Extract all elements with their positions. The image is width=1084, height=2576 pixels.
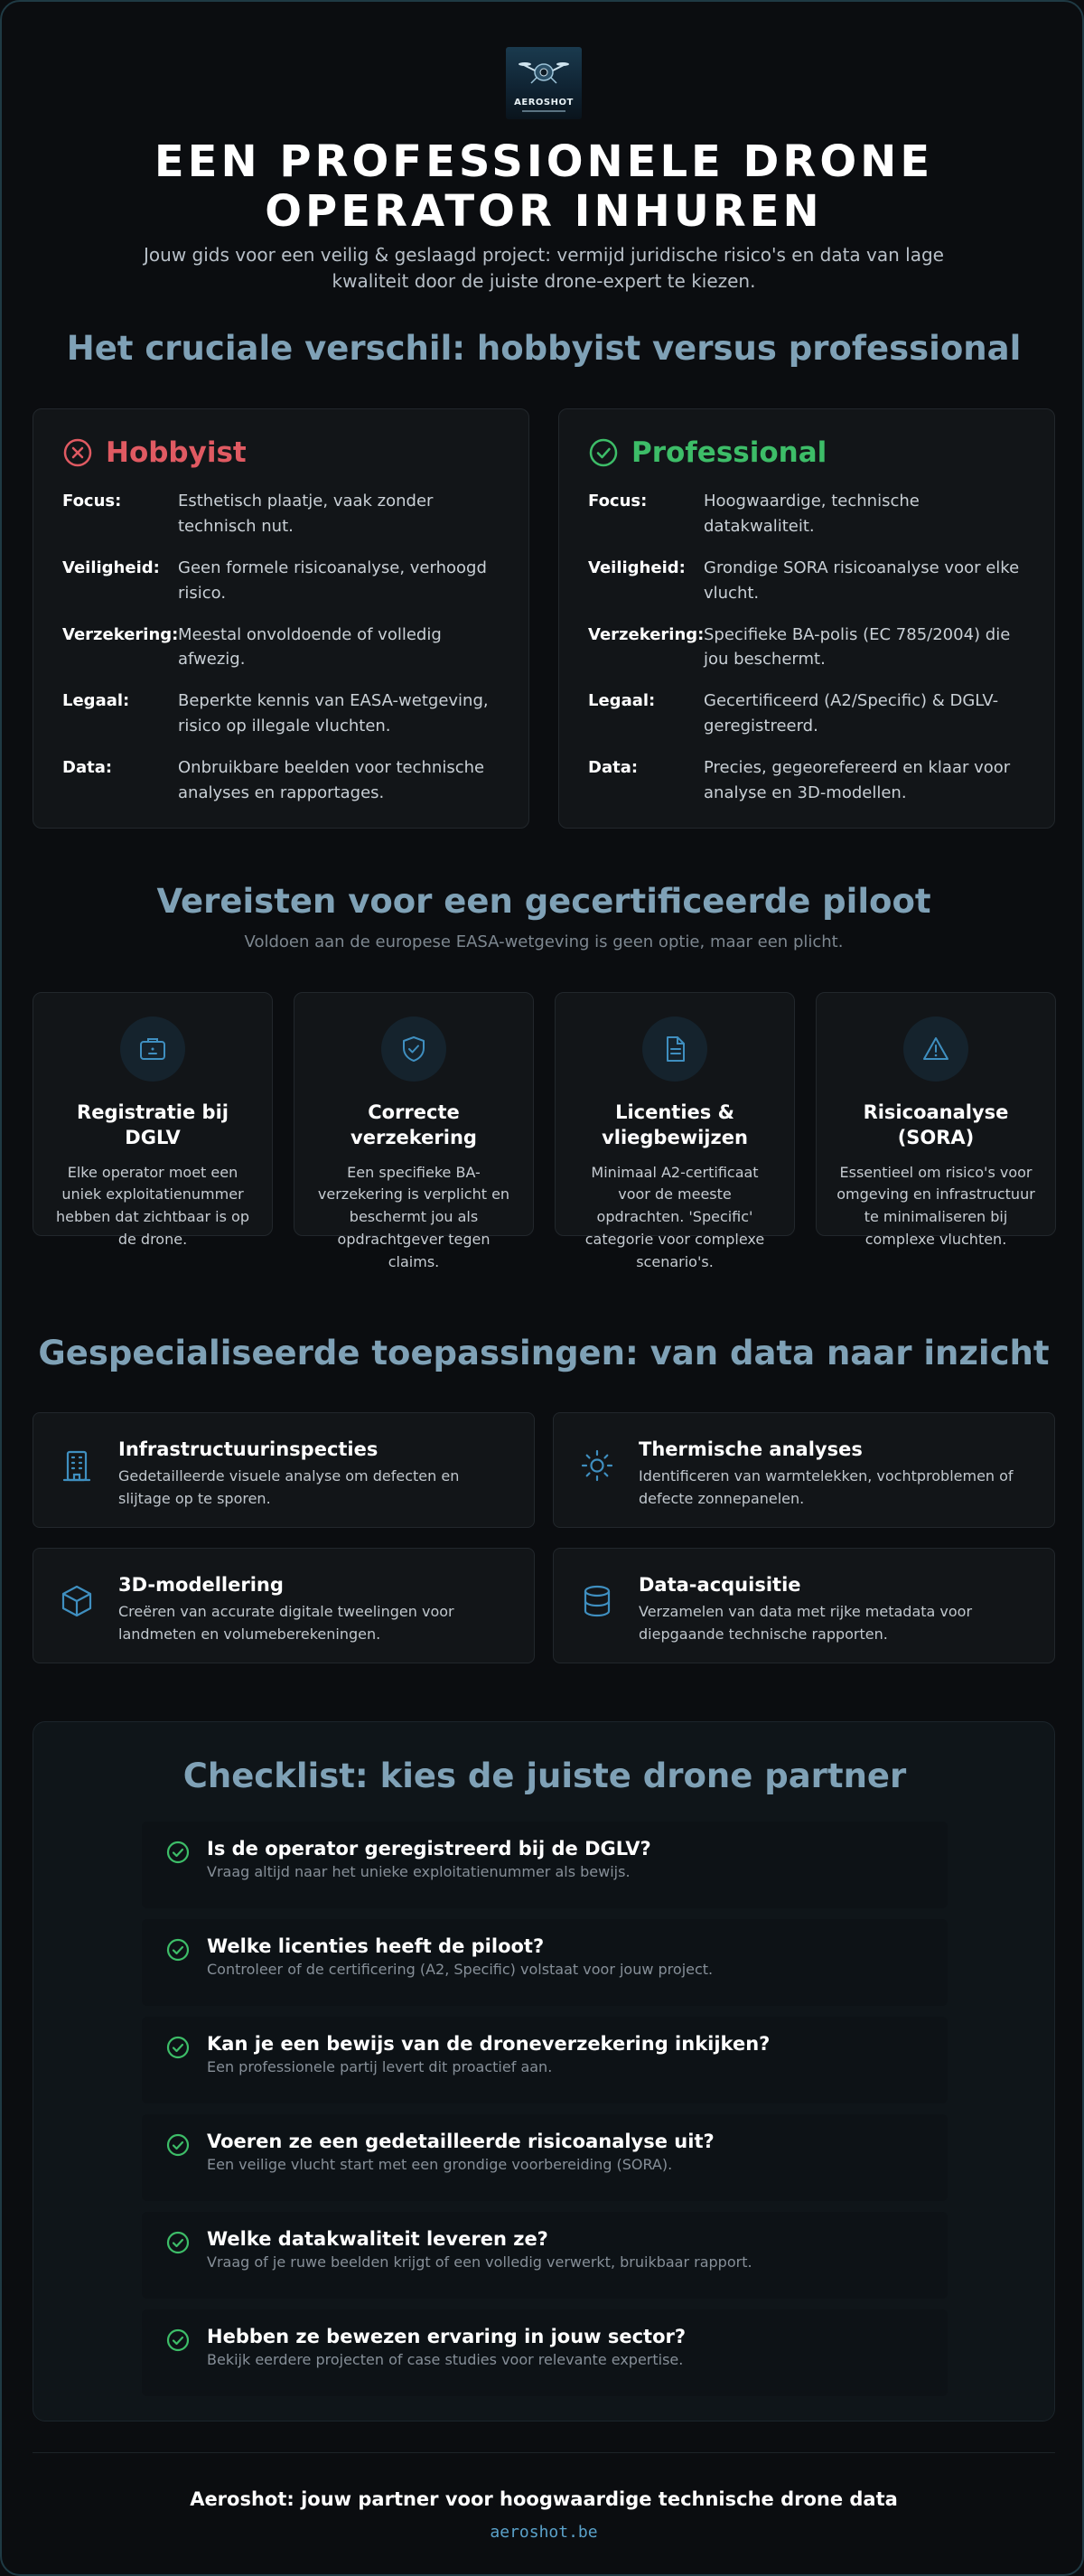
checklist-question: Is de operator geregistreerd bij de DGLV? — [207, 1838, 651, 1859]
database-icon — [579, 1583, 615, 1619]
logo-wordmark: AEROSHOT — [514, 98, 574, 108]
check-circle-icon — [165, 2132, 191, 2158]
requirement-title: Risicoanalyse (SORA) — [863, 1101, 1009, 1149]
checklist-answer: Vraag of je ruwe beelden krijgt of een volledig verwerkt, bruikbaar rapport. — [207, 2253, 752, 2271]
checklist-answer: Een professionele partij levert dit proactief aan. — [207, 2058, 553, 2075]
requirement-text: Essentieel om risico's voor omgeving en infrastructuur te minimaliseren bij complexe vluchten. — [836, 1163, 1035, 1249]
logo-underline — [522, 110, 565, 112]
application-title: Infrastructuurinspecties — [118, 1438, 378, 1460]
row-key: Verzekering: — [62, 624, 179, 644]
application-card-data — [553, 1548, 1055, 1663]
row-key: Veiligheid: — [62, 557, 160, 577]
row-value: Gecertificeerd (A2/Specific) & DGLV-geregistreerd. — [704, 691, 999, 736]
row-value: Beperkte kennis van EASA-wetgeving, risico op illegale vluchten. — [178, 691, 489, 736]
page-title: EEN PROFESSIONELE DRONE OPERATOR INHUREN — [154, 136, 934, 238]
warning-icon — [920, 1034, 951, 1064]
professional-row-safety — [588, 556, 1025, 606]
building-icon — [59, 1447, 95, 1484]
application-text: Verzamelen van data met rijke metadata voor diepgaande technische rapporten. — [639, 1603, 973, 1643]
id-card-icon — [137, 1034, 168, 1064]
row-value: Precies, gegeorefereerd en klaar voor analyse en 3D-modellen. — [704, 758, 1011, 803]
requirement-title: Registratie bij DGLV — [77, 1101, 229, 1149]
row-key: Data: — [62, 758, 113, 778]
row-value: Hoogwaardige, technische datakwaliteit. — [704, 492, 920, 536]
checklist-item — [142, 1822, 948, 1908]
row-key: Verzekering: — [588, 624, 705, 644]
professional-card — [558, 408, 1055, 829]
page-subtitle: Jouw gids voor een veilig & geslaagd project: vermijd juridische risico's en data van lage kwaliteit door de juiste drone-expert te kiezen. — [144, 244, 944, 292]
checklist-panel — [33, 1721, 1055, 2421]
checklist-item — [142, 2017, 948, 2103]
requirement-card-registration — [33, 992, 273, 1249]
row-value: Esthetisch plaatje, vaak zonder technisch nut. — [178, 492, 434, 536]
hobbyist-title: Hobbyist — [106, 436, 247, 469]
check-circle-icon — [165, 1840, 191, 1865]
row-key: Legaal: — [588, 691, 656, 711]
requirement-title: Correcte verzekering — [350, 1101, 477, 1149]
application-title: Thermische analyses — [639, 1438, 863, 1460]
check-circle-icon — [165, 2035, 191, 2060]
checklist-question: Voeren ze een gedetailleerde risicoanalyse uit? — [207, 2131, 715, 2152]
application-card-infrastructure — [33, 1412, 535, 1528]
row-key: Veiligheid: — [588, 557, 686, 577]
requirements-subtitle: Voldoen aan de europese EASA-wetgeving is geen optie, maar een plicht. — [244, 932, 844, 951]
application-text: Creëren van accurate digitale tweelingen voor landmeten en volumeberekeningen. — [118, 1603, 454, 1643]
hobbyist-card — [33, 408, 529, 829]
professional-row-insurance — [588, 623, 1025, 673]
cube-icon — [59, 1583, 95, 1619]
checklist-item — [142, 2114, 948, 2201]
professional-row-focus — [588, 489, 1025, 539]
check-circle-icon — [165, 2328, 191, 2353]
requirement-text: Elke operator moet een uniek exploitatienummer hebben dat zichtbaar is op de drone. — [56, 1163, 249, 1249]
application-card-3d — [33, 1548, 535, 1663]
professional-title: Professional — [631, 436, 827, 469]
row-value: Onbruikbare beelden voor technische analyses en rapportages. — [178, 758, 485, 803]
comparison-title: Het cruciale verschil: hobbyist versus professional — [66, 329, 1022, 368]
checklist-question: Hebben ze bewezen ervaring in jouw sector? — [207, 2326, 687, 2347]
checklist-question: Welke datakwaliteit leveren ze? — [207, 2228, 548, 2250]
hobbyist-row-data — [62, 755, 500, 806]
checklist-item — [142, 2309, 948, 2396]
row-key: Focus: — [588, 492, 648, 511]
applications-title: Gespecialiseerde toepassingen: van data naar inzicht — [38, 1334, 1050, 1372]
check-circle-icon — [165, 2230, 191, 2255]
application-text: Gedetailleerde visuele analyse om defecten en slijtage op te sporen. — [118, 1467, 460, 1507]
checklist-item — [142, 2212, 948, 2299]
x-circle-icon — [62, 437, 93, 468]
row-key: Legaal: — [62, 691, 130, 711]
hobbyist-row-insurance — [62, 623, 500, 673]
sun-icon — [579, 1447, 615, 1484]
checklist-question: Kan je een bewijs van de droneverzekering inkijken? — [207, 2033, 771, 2055]
application-text: Identificeren van warmtelekken, vochtproblemen of defecte zonnepanelen. — [639, 1467, 1014, 1507]
row-key: Data: — [588, 758, 639, 778]
requirement-card-licenses — [555, 992, 795, 1270]
drone-logo-icon — [519, 56, 569, 87]
professional-row-legal — [588, 688, 1025, 739]
document-icon — [659, 1034, 690, 1064]
application-title: 3D-modellering — [118, 1574, 284, 1596]
shield-check-icon — [398, 1034, 429, 1064]
requirement-text: Minimaal A2-certificaat voor de meeste opdrachten. 'Specific' categorie voor complexe scenario's. — [584, 1163, 765, 1270]
requirement-card-insurance — [294, 992, 534, 1270]
row-value: Geen formele risicoanalyse, verhoogd risico. — [178, 557, 487, 603]
hobbyist-row-legal — [62, 688, 500, 739]
requirements-title: Vereisten voor een gecertificeerde piloot — [156, 882, 931, 921]
hobbyist-row-focus — [62, 489, 500, 539]
row-key: Focus: — [62, 492, 122, 511]
checklist-answer: Vraag altijd naar het unieke exploitatienummer als bewijs. — [207, 1863, 631, 1880]
checklist-answer: Controleer of de certificering (A2, Specific) volstaat voor jouw project. — [207, 1961, 714, 1978]
hobbyist-row-safety — [62, 556, 500, 606]
footer-tagline: Aeroshot: jouw partner voor hoogwaardige technische drone data — [190, 2488, 898, 2510]
checklist-title: Checklist: kies de juiste drone partner — [182, 1756, 907, 1795]
requirement-card-risk — [816, 992, 1056, 1249]
application-card-thermal — [553, 1412, 1055, 1528]
requirement-text: Een specifieke BA-verzekering is verplicht en beschermt jou als opdrachtgever tegen claims. — [317, 1163, 510, 1270]
checklist-item — [142, 1919, 948, 2006]
row-value: Specifieke BA-polis (EC 785/2004) die jou beschermt. — [704, 624, 1011, 670]
footer-divider — [33, 2452, 1055, 2453]
requirement-title: Licenties & vliegbewijzen — [602, 1101, 748, 1149]
row-value: Meestal onvoldoende of volledig afwezig. — [178, 624, 442, 670]
website-link[interactable]: aeroshot.be — [490, 2523, 598, 2542]
checklist-answer: Een veilige vlucht start met een grondige voorbereiding (SORA). — [207, 2156, 673, 2173]
checklist-answer: Bekijk eerdere projecten of case studies voor relevante expertise. — [207, 2351, 684, 2368]
aeroshot-logo — [506, 47, 582, 119]
check-circle-icon — [588, 437, 619, 468]
professional-row-data — [588, 755, 1025, 806]
row-value: Grondige SORA risicoanalyse voor elke vlucht. — [704, 557, 1020, 603]
application-title: Data-acquisitie — [639, 1574, 801, 1596]
checklist-question: Welke licenties heeft de piloot? — [207, 1935, 545, 1957]
check-circle-icon — [165, 1937, 191, 1962]
